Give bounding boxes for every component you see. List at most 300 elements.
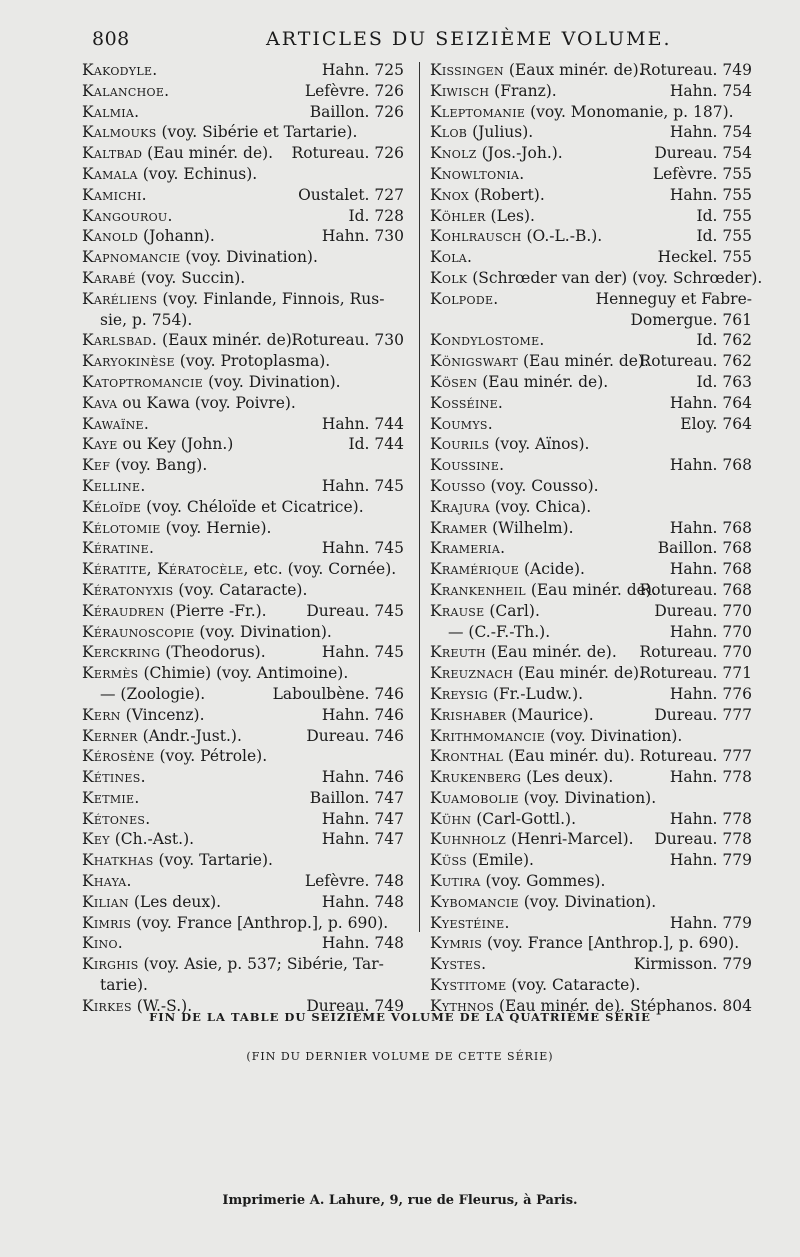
entry-term: Kösen <box>430 372 478 391</box>
index-entry <box>430 330 752 351</box>
entry-author-page: Heckel. 755 <box>657 248 752 267</box>
entry-author-page: Hahn. 764 <box>669 393 752 412</box>
entry-term: Kirkes <box>82 996 132 1015</box>
index-entry <box>430 892 752 913</box>
entry-author-page: Rotureau. 762 <box>639 352 752 371</box>
entry-detail: (voy. Divination). <box>180 248 318 267</box>
entry-author-page: Domergue. 761 <box>630 310 752 329</box>
index-entry <box>82 268 404 289</box>
index-entry <box>82 226 404 247</box>
entry-author-page: Hahn. 755 <box>669 185 752 204</box>
index-entry <box>82 310 404 331</box>
index-entry <box>82 476 404 497</box>
entry-author-page: Lefèvre. 726 <box>304 81 404 100</box>
entry-author-page: Dureau. 745 <box>306 601 404 620</box>
entry-author-page: Rotureau. 777 <box>639 747 752 766</box>
entry-term: Köhler <box>430 206 486 225</box>
entry-detail: (Eau minér. de). <box>525 580 657 599</box>
entry-author-page: Hahn. 768 <box>669 518 752 537</box>
entry-author-page: Hahn. 779 <box>669 851 752 870</box>
index-entry <box>82 580 404 601</box>
entry-detail: sie, p. 754). <box>100 310 193 329</box>
index-entry <box>82 642 404 663</box>
entry-detail: (Eau minér. de). <box>513 664 644 683</box>
index-entry <box>82 933 404 954</box>
entry-author-page: Kirmisson. 779 <box>633 955 752 974</box>
entry-author-page: Dureau. 754 <box>654 144 752 163</box>
entry-detail: (Theodorus). <box>160 643 266 662</box>
index-entry <box>430 102 752 123</box>
entry-author-page: Hahn. 745 <box>321 643 404 662</box>
entry-term: Kreysig <box>430 684 488 703</box>
index-entry <box>82 289 404 310</box>
entry-term: Kef <box>82 456 111 475</box>
entry-detail: (Les deux). <box>521 768 614 787</box>
entry-author-page: Id. 762 <box>696 331 752 350</box>
entry-detail: (voy. Divination). <box>518 892 657 911</box>
index-entry <box>82 185 404 206</box>
entry-term: Knox <box>430 185 470 204</box>
index-entry <box>82 102 404 123</box>
entry-author-page: Rotureau. 771 <box>639 664 752 683</box>
entry-term: Kohlrausch <box>430 227 522 246</box>
entry-term: Kélotomie <box>82 518 161 537</box>
index-entry <box>430 726 752 747</box>
index-entry <box>82 559 404 580</box>
entry-detail: (voy. Cataracte). <box>506 976 641 995</box>
entry-term: Krankenheil <box>430 580 526 599</box>
entry-author-page: Hahn. 745 <box>321 539 404 558</box>
entry-author-page: Baillon. 726 <box>309 102 404 121</box>
entry-detail: (Fr.-Ludw.). <box>487 684 584 703</box>
index-entry <box>430 351 752 372</box>
entry-detail: (Chimie) (voy. Antimoine). <box>138 664 349 683</box>
entry-term: Kawaïne. <box>82 414 150 433</box>
entry-term: Kamichi. <box>82 185 147 204</box>
entry-detail: (Jos.-Joh.). <box>476 144 563 163</box>
entry-author-page: Dureau. 777 <box>654 705 752 724</box>
index-entry <box>430 289 752 310</box>
index-entry <box>430 580 752 601</box>
entry-detail: (Carl-Gottl.). <box>471 809 576 828</box>
entry-detail: (voy. France [Anthrop.], p. 690). <box>131 913 389 932</box>
index-entry <box>430 829 752 850</box>
entry-term: Kalmouks <box>82 123 157 142</box>
entry-term: Kousso <box>430 476 486 495</box>
entry-detail: (Wilhelm). <box>487 518 574 537</box>
index-entry <box>430 871 752 892</box>
entry-detail: (Eau minér. de). <box>485 643 617 662</box>
entry-author-page: Id. 763 <box>696 372 752 391</box>
entry-author-page: Hahn. 754 <box>669 123 752 142</box>
entry-author-page: Hahn. 745 <box>321 476 404 495</box>
entry-detail: (Eau minér. de). <box>142 144 274 163</box>
entry-detail: (Les deux). <box>128 892 222 911</box>
entry-term: Kosséine. <box>430 393 504 412</box>
entry-term: Kapnomancie <box>82 248 181 267</box>
index-entry <box>82 497 404 518</box>
entry-term: Kuamobolie <box>430 788 519 807</box>
entry-author-page: Hahn. 730 <box>321 227 404 246</box>
index-entry <box>82 726 404 747</box>
entry-term: Kakodyle. <box>82 61 158 79</box>
entry-term: Kreuznach <box>430 664 514 683</box>
index-entry <box>430 559 752 580</box>
index-entry <box>82 954 404 975</box>
running-title: ARTICLES DU SEIZIÈME VOLUME. <box>266 28 672 50</box>
entry-detail: (voy. Divination). <box>544 726 683 745</box>
entry-term: Kystes. <box>430 955 487 974</box>
entry-term: Kératine. <box>82 539 155 558</box>
entry-detail: (W.-S.). <box>131 996 193 1015</box>
entry-author-page: Stéphanos. 804 <box>630 996 752 1015</box>
index-entry <box>430 268 763 289</box>
entry-author-page: Rotureau. 730 <box>291 331 404 350</box>
entry-term: Kermès <box>82 664 139 683</box>
entry-detail: (Eaux minér. de). <box>157 331 297 350</box>
entry-term: Katoptromancie <box>82 372 204 391</box>
index-entry <box>430 122 752 143</box>
entry-term: Kreuth <box>430 643 486 662</box>
entry-author-page: Hahn. 744 <box>321 414 404 433</box>
entry-term: Krameria. <box>430 539 506 558</box>
entry-term: Kamala <box>82 164 138 183</box>
entry-detail: (voy. Echinus). <box>137 164 258 183</box>
entry-term: Kühn <box>430 809 472 828</box>
entry-detail: — (C.-F.-Th.). <box>448 622 551 641</box>
entry-term: Knowltonia. <box>430 164 525 183</box>
index-entry <box>430 476 752 497</box>
entry-author-page: Hahn. 754 <box>669 81 752 100</box>
entry-term: Kilian <box>82 892 129 911</box>
index-entry <box>430 788 752 809</box>
end-of-series-note: (FIN DU DERNIER VOLUME DE CETTE SÉRIE) <box>246 1050 554 1063</box>
entry-term: Kern <box>82 705 121 724</box>
entry-detail: (voy. Cataracte). <box>173 580 308 599</box>
entry-author-page: Id. 755 <box>696 206 752 225</box>
index-entry <box>82 414 404 435</box>
entry-detail: (Eau minér. de). <box>494 996 625 1015</box>
entry-author-page: Dureau. 770 <box>654 601 752 620</box>
index-entry <box>82 206 404 227</box>
entry-detail: (Eau minér. de). <box>518 352 649 371</box>
entry-term: Kondylostome. <box>430 331 545 350</box>
entry-term: Key <box>82 830 110 849</box>
entry-term: Kissingen <box>430 61 504 79</box>
entry-term: Kystitome <box>430 976 507 995</box>
entry-term: Kava <box>82 393 118 412</box>
entry-detail: (Pierre -Fr.). <box>164 601 267 620</box>
entry-term: Küss <box>430 851 467 870</box>
entry-author-page: Baillon. 747 <box>309 788 404 807</box>
index-entry <box>430 746 752 767</box>
entry-detail: (voy. Gommes). <box>480 872 606 891</box>
entry-detail: (voy. France [Anthrop.], p. 690). <box>482 934 740 953</box>
index-entry <box>82 81 404 102</box>
index-entry <box>82 829 404 850</box>
entry-term: Ketmie. <box>82 788 140 807</box>
index-entry <box>430 310 752 331</box>
entry-detail: etc. (voy. Cornée). <box>248 560 397 579</box>
index-entry <box>82 164 404 185</box>
entry-term: Klob <box>430 123 468 142</box>
entry-author-page: Dureau. 746 <box>306 726 404 745</box>
index-entry <box>430 663 752 684</box>
entry-term: Kerckring <box>82 643 161 662</box>
entry-term: Kythnos <box>430 996 495 1015</box>
index-entry <box>82 393 404 414</box>
entry-author-page: Hahn. 725 <box>321 61 404 79</box>
entry-term: Kerner <box>82 726 138 745</box>
entry-term: Kolk <box>430 268 468 287</box>
index-entry <box>82 788 404 809</box>
index-entry <box>430 414 752 435</box>
index-entry <box>430 393 752 414</box>
index-entry <box>82 538 404 559</box>
index-entry <box>430 518 752 539</box>
entry-detail: (Franz). <box>489 81 557 100</box>
index-entry <box>82 975 404 996</box>
entry-author-page: Rotureau. 749 <box>639 61 752 79</box>
entry-author-page: Lefèvre. 755 <box>652 164 752 183</box>
entry-term: Karabé <box>82 268 136 287</box>
entry-term: Krithmomancie <box>430 726 545 745</box>
index-entry <box>430 642 752 663</box>
entry-term: Krajura <box>430 497 490 516</box>
index-entry <box>82 143 404 164</box>
entry-author-page: Laboulbène. 746 <box>272 684 404 703</box>
entry-term: Kino. <box>82 934 123 953</box>
entry-term: Kourils <box>430 435 490 454</box>
entry-author-page: Lefèvre. 748 <box>304 872 404 891</box>
entry-term: Königswart <box>430 352 519 371</box>
entry-detail: (voy. Bang). <box>110 456 208 475</box>
entry-term: Kaye <box>82 435 118 454</box>
index-entry <box>430 975 752 996</box>
entry-term: Koumys. <box>430 414 493 433</box>
entry-detail: (Julius). <box>467 123 534 142</box>
entry-detail: (voy. Sibérie et Tartarie). <box>156 123 358 142</box>
entry-term: Kuhnholz <box>430 830 507 849</box>
index-entry <box>82 684 404 705</box>
index-entry <box>430 434 752 455</box>
entry-detail: (voy. Chica). <box>489 497 592 516</box>
index-entry <box>430 143 752 164</box>
index-entry <box>82 850 404 871</box>
entry-author-page: Eloy. 764 <box>680 414 752 433</box>
entry-author-page: Hahn. 748 <box>321 934 404 953</box>
entry-term: Krishaber <box>430 705 507 724</box>
entry-author-page: Hahn. 779 <box>669 913 752 932</box>
index-entry <box>430 455 752 476</box>
entry-term: Kalmia. <box>82 102 140 121</box>
entry-term: Kola. <box>430 248 473 267</box>
index-entry <box>82 892 404 913</box>
entry-detail: tarie). <box>100 976 148 995</box>
entry-detail: (voy. Divination). <box>203 372 341 391</box>
entry-detail: (voy. Cousso). <box>485 476 599 495</box>
entry-term: Kalanchoe. <box>82 81 170 100</box>
entry-detail: (voy. Pétrole). <box>154 747 268 766</box>
entry-detail: (voy. Divination). <box>518 788 657 807</box>
entry-author-page: Hahn. 778 <box>669 768 752 787</box>
index-entry <box>430 81 752 102</box>
entry-author-page: Hahn. 747 <box>321 809 404 828</box>
entry-detail: (Schrœder van der) (voy. Schrœder). <box>467 268 763 287</box>
page-header <box>86 28 776 56</box>
entry-author-page: Id. 744 <box>348 435 404 454</box>
index-entry <box>430 164 752 185</box>
entry-term: Kéloïde <box>82 497 142 516</box>
entry-author-page: Rotureau. 770 <box>639 643 752 662</box>
index-entry <box>82 247 404 268</box>
entry-detail: (O.-L.-B.). <box>521 227 603 246</box>
entry-author-page: Hahn. 776 <box>669 684 752 703</box>
index-entry <box>82 330 404 351</box>
right-column <box>430 60 763 1017</box>
entry-detail: (voy. Protoplasma). <box>174 352 331 371</box>
index-entry <box>82 518 404 539</box>
entry-term: Kanold <box>82 227 139 246</box>
entry-detail: ou Key (John.) <box>117 435 234 454</box>
entry-author-page: Dureau. 778 <box>654 830 752 849</box>
entry-term: Kaltbad <box>82 144 143 163</box>
index-entry <box>430 705 752 726</box>
index-entry <box>430 247 752 268</box>
index-entry <box>430 226 752 247</box>
entry-detail: (voy. Hernie). <box>160 518 272 537</box>
entry-term: Khatkhas <box>82 851 154 870</box>
index-entry <box>82 60 404 81</box>
entry-term: Kolpode. <box>430 289 499 308</box>
entry-term: Kelline. <box>82 476 146 495</box>
entry-term: Kérosène <box>82 747 155 766</box>
entry-detail: (voy. Aïnos). <box>489 435 590 454</box>
entry-term: Kybomancie <box>430 892 519 911</box>
entry-detail: (Les). <box>485 206 535 225</box>
entry-detail: (Emile). <box>466 851 534 870</box>
index-entry <box>82 871 404 892</box>
entry-term: Kétines. <box>82 768 146 787</box>
index-entry <box>82 767 404 788</box>
entry-author-page: Oustalet. 727 <box>298 185 404 204</box>
index-entry <box>82 809 404 830</box>
index-entry <box>430 933 752 954</box>
index-entry <box>430 767 752 788</box>
entry-detail: (Johann). <box>138 227 215 246</box>
entry-term: Kéraudren <box>82 601 165 620</box>
index-entry <box>82 372 404 393</box>
entry-term: Kératite, Kératocèle, <box>82 560 249 579</box>
entry-term: Krause <box>430 601 485 620</box>
index-entry <box>82 913 404 934</box>
entry-term: Kirghis <box>82 955 139 974</box>
entry-term: Krukenberg <box>430 768 522 787</box>
entry-detail: (Vincenz). <box>120 705 205 724</box>
entry-detail: ou Kawa (voy. Poivre). <box>117 393 296 412</box>
entry-term: Kramer <box>430 518 488 537</box>
entry-term: Kronthal <box>430 747 504 766</box>
entry-detail: (Eau minér. de). <box>477 372 609 391</box>
entry-term: Kleptomanie <box>430 102 526 121</box>
entry-author-page: Hahn. 768 <box>669 456 752 475</box>
entry-detail: (voy. Succin). <box>135 268 246 287</box>
index-entry <box>430 954 752 975</box>
entry-detail: (Henri-Marcel). <box>506 830 634 849</box>
entry-author-page: Rotureau. 768 <box>639 580 752 599</box>
entry-term: Koussine. <box>430 456 505 475</box>
entry-term: Kramérique <box>430 560 520 579</box>
entry-term: Kéraunoscopie <box>82 622 195 641</box>
entry-term: Karéliens <box>82 289 158 308</box>
index-entry <box>430 185 752 206</box>
index-entry <box>430 60 752 81</box>
entry-detail: (Acide). <box>519 560 585 579</box>
entry-author-page: Id. 728 <box>348 206 404 225</box>
entry-term: Karlsbad. <box>82 331 158 350</box>
entry-detail: (voy. Asie, p. 537; Sibérie, Tar- <box>138 955 384 974</box>
index-entry <box>82 122 404 143</box>
entry-term: Kératonyxis <box>82 580 174 599</box>
entry-term: Kimris <box>82 913 132 932</box>
printer-imprint: Imprimerie A. Lahure, 9, rue de Fleurus, à Paris. <box>222 1193 578 1208</box>
page-number: 808 <box>92 28 130 50</box>
entry-term: Kangourou. <box>82 206 173 225</box>
index-entry <box>82 601 404 622</box>
entry-term: Kutira <box>430 872 481 891</box>
entry-author-page: Rotureau. 726 <box>291 144 404 163</box>
entry-author-page: Henneguy et Fabre- <box>595 289 752 308</box>
index-entry <box>430 497 752 518</box>
entry-detail: (Maurice). <box>506 705 594 724</box>
index-entry <box>82 705 404 726</box>
index-entry <box>82 663 404 684</box>
entry-term: Karyokinèse <box>82 352 175 371</box>
index-entry <box>82 351 404 372</box>
entry-author-page: Dureau. 749 <box>306 996 404 1015</box>
index-entry <box>82 746 404 767</box>
entry-term: Kymris <box>430 934 483 953</box>
index-entry <box>430 684 752 705</box>
entry-author-page: Hahn. 747 <box>321 830 404 849</box>
entry-term: Kétones. <box>82 809 151 828</box>
entry-author-page: Hahn. 768 <box>669 560 752 579</box>
end-of-table-title: FIN DE LA TABLE DU SEIZIÈME VOLUME DE LA QUATRIÈME SÉRIE <box>149 1010 651 1024</box>
entry-detail: (Robert). <box>469 185 545 204</box>
entry-detail: (Ch.-Ast.). <box>109 830 195 849</box>
entry-detail: (Carl). <box>484 601 540 620</box>
index-entry <box>430 601 752 622</box>
index-entry <box>430 913 752 934</box>
entry-term: Kiwisch <box>430 81 490 100</box>
entry-detail: (voy. Chéloïde et Cicatrice). <box>141 497 364 516</box>
entry-author-page: Id. 755 <box>696 227 752 246</box>
entry-detail: (Eaux minér. de). <box>503 61 644 79</box>
entry-author-page: Hahn. 778 <box>669 809 752 828</box>
index-entry <box>430 372 752 393</box>
index-entry <box>82 455 404 476</box>
index-entry <box>430 622 752 643</box>
entry-author-page: Hahn. 770 <box>669 622 752 641</box>
index-entry <box>82 622 404 643</box>
entry-author-page: Baillon. 768 <box>657 539 752 558</box>
entry-detail: — (Zoologie). <box>100 684 206 703</box>
index-entry <box>430 850 752 871</box>
column-divider <box>419 62 420 932</box>
index-entry <box>82 434 404 455</box>
index-entry <box>430 206 752 227</box>
entry-detail: (Andr.-Just.). <box>137 726 242 745</box>
